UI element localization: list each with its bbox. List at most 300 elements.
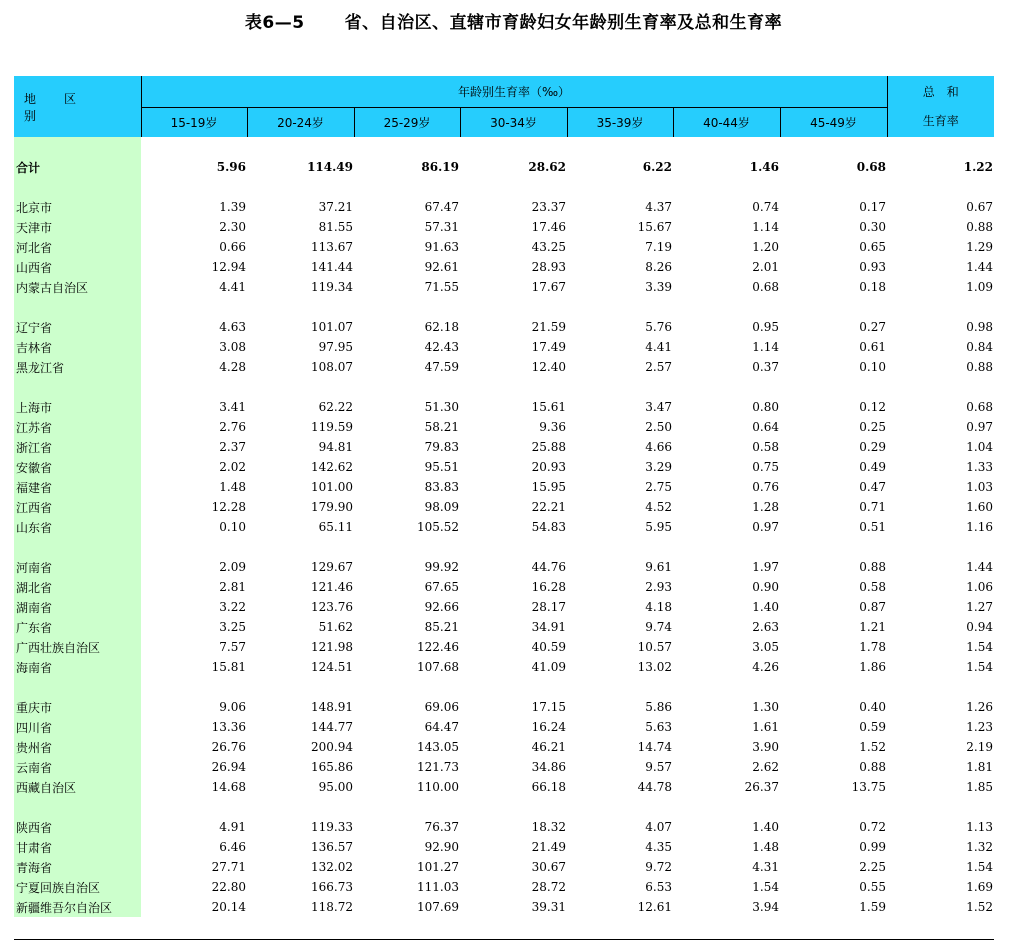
- age-rate-cell: 111.03: [417, 880, 459, 894]
- age-rate-cell: 12.61: [637, 900, 672, 914]
- tfr-cell: 0.84: [966, 340, 994, 354]
- spacer-cell: [887, 797, 994, 817]
- age-rate-cell: 0.37: [752, 360, 779, 374]
- age-rate-cell: 0.27: [859, 320, 887, 334]
- spacer-cell: [567, 677, 673, 697]
- spacer-cell: [567, 537, 673, 557]
- region-name: 广东省: [14, 617, 141, 637]
- spacer-cell: [460, 537, 567, 557]
- age-rate-cell: 3.05: [752, 640, 779, 654]
- age-rate-cell: 4.31: [752, 860, 779, 874]
- age-rate-cell: 0.17: [859, 200, 887, 214]
- age-rate-cell: 144.77: [311, 720, 353, 734]
- age-rate-cell: 6.46: [219, 840, 246, 854]
- table-row: [14, 697, 994, 717]
- tfr-cell: 1.04: [966, 440, 994, 454]
- age-rate-cell: 119.34: [311, 280, 353, 294]
- age-rate-cell: 124.51: [311, 660, 353, 674]
- age-rate-cell: 39.31: [531, 900, 566, 914]
- header-age-5: 40-44岁: [673, 108, 780, 138]
- age-rate-cell: 4.28: [219, 360, 246, 374]
- header-age-specific-rate: 年龄别生育率（‰）: [141, 76, 887, 108]
- age-rate-cell: 113.67: [311, 240, 353, 254]
- region-name: 北京市: [14, 197, 141, 217]
- age-rate-cell: 0.76: [752, 480, 779, 494]
- age-rate-cell: 0.88: [859, 560, 887, 574]
- age-rate-cell: 0.68: [856, 160, 887, 174]
- region-name: 海南省: [14, 657, 141, 677]
- spacer-cell: [14, 177, 141, 197]
- age-rate-cell: 71.55: [424, 280, 459, 294]
- spacer-cell: [673, 677, 780, 697]
- age-rate-cell: 12.40: [531, 360, 566, 374]
- table-row: [14, 497, 994, 517]
- age-rate-cell: 1.40: [752, 820, 779, 834]
- age-rate-cell: 44.78: [637, 780, 672, 794]
- age-rate-cell: 95.51: [424, 460, 459, 474]
- tfr-cell: 1.44: [966, 560, 994, 574]
- table-row: [14, 277, 994, 297]
- age-rate-cell: 2.57: [645, 360, 672, 374]
- spacer-cell: [567, 177, 673, 197]
- age-rate-cell: 0.72: [859, 820, 887, 834]
- age-rate-cell: 2.62: [752, 760, 779, 774]
- region-name: 河北省: [14, 237, 141, 257]
- age-rate-cell: 12.28: [211, 500, 246, 514]
- age-rate-cell: 42.43: [424, 340, 459, 354]
- age-rate-cell: 2.09: [219, 560, 246, 574]
- region-name: 重庆市: [14, 697, 141, 717]
- age-rate-cell: 2.37: [219, 440, 246, 454]
- tfr-cell: 1.22: [963, 160, 994, 174]
- region-name: 上海市: [14, 397, 141, 417]
- age-rate-cell: 0.64: [752, 420, 779, 434]
- spacer-cell: [780, 677, 887, 697]
- spacer-cell: [780, 177, 887, 197]
- header-age-4: 35-39岁: [567, 108, 673, 138]
- spacer-cell: [141, 177, 247, 197]
- age-rate-cell: 21.59: [531, 320, 566, 334]
- tfr-cell: 1.03: [966, 480, 994, 494]
- age-rate-cell: 0.80: [752, 400, 779, 414]
- age-rate-cell: 9.06: [219, 700, 246, 714]
- age-rate-cell: 121.73: [417, 760, 459, 774]
- region-name: 安徽省: [14, 457, 141, 477]
- region-name: 甘肃省: [14, 837, 141, 857]
- region-name: 陕西省: [14, 817, 141, 837]
- age-rate-cell: 142.62: [311, 460, 353, 474]
- spacer-cell: [247, 377, 354, 397]
- age-rate-cell: 0.93: [859, 260, 887, 274]
- spacer-cell: [14, 797, 141, 817]
- age-rate-cell: 3.08: [219, 340, 246, 354]
- spacer-cell: [247, 537, 354, 557]
- region-name: 湖南省: [14, 597, 141, 617]
- age-rate-cell: 15.61: [531, 400, 566, 414]
- spacer-cell: [780, 537, 887, 557]
- tfr-cell: 0.68: [966, 400, 994, 414]
- age-rate-cell: 15.67: [637, 220, 672, 234]
- age-rate-cell: 99.92: [424, 560, 459, 574]
- tfr-cell: 1.16: [966, 520, 994, 534]
- age-rate-cell: 13.02: [637, 660, 672, 674]
- region-name: 合计: [14, 157, 141, 177]
- spacer-cell: [141, 797, 247, 817]
- age-rate-cell: 101.00: [311, 480, 353, 494]
- tfr-cell: 1.69: [966, 880, 994, 894]
- age-rate-cell: 3.47: [645, 400, 672, 414]
- table-row: [14, 357, 994, 377]
- age-rate-cell: 9.74: [645, 620, 672, 634]
- age-rate-cell: 0.58: [859, 580, 887, 594]
- spacer-cell: [14, 137, 141, 157]
- age-rate-cell: 0.65: [859, 240, 887, 254]
- region-name: 辽宁省: [14, 317, 141, 337]
- spacer-row: [14, 677, 994, 697]
- age-rate-cell: 97.95: [318, 340, 353, 354]
- tfr-cell: 0.67: [966, 200, 994, 214]
- table-row: [14, 837, 994, 857]
- age-rate-cell: 18.32: [531, 820, 566, 834]
- age-rate-cell: 16.24: [531, 720, 566, 734]
- table-row: [14, 397, 994, 417]
- spacer-cell: [354, 377, 460, 397]
- spacer-cell: [673, 177, 780, 197]
- age-rate-cell: 20.14: [211, 900, 246, 914]
- spacer-cell: [887, 537, 994, 557]
- age-rate-cell: 2.01: [752, 260, 779, 274]
- tfr-cell: 1.54: [966, 640, 994, 654]
- age-rate-cell: 2.76: [219, 420, 246, 434]
- age-rate-cell: 51.30: [424, 400, 459, 414]
- age-rate-cell: 121.46: [311, 580, 353, 594]
- header-age-3: 30-34岁: [460, 108, 567, 138]
- age-rate-cell: 1.86: [859, 660, 887, 674]
- age-rate-cell: 92.66: [424, 600, 459, 614]
- table-row: [14, 257, 994, 277]
- spacer-cell: [14, 297, 141, 317]
- age-rate-cell: 0.10: [859, 360, 887, 374]
- spacer-cell: [567, 797, 673, 817]
- age-rate-cell: 26.94: [211, 760, 246, 774]
- age-rate-cell: 0.66: [219, 240, 246, 254]
- age-rate-cell: 107.68: [417, 660, 459, 674]
- age-rate-cell: 2.02: [219, 460, 246, 474]
- tfr-cell: 1.52: [966, 900, 994, 914]
- tfr-cell: 1.54: [966, 860, 994, 874]
- table-row: [14, 217, 994, 237]
- age-rate-cell: 58.21: [424, 420, 459, 434]
- age-rate-cell: 1.21: [859, 620, 887, 634]
- age-rate-cell: 98.09: [424, 500, 459, 514]
- age-rate-cell: 129.67: [311, 560, 353, 574]
- spacer-cell: [460, 177, 567, 197]
- age-rate-cell: 62.22: [318, 400, 353, 414]
- spacer-cell: [354, 297, 460, 317]
- age-rate-cell: 44.76: [531, 560, 566, 574]
- age-rate-cell: 1.20: [752, 240, 779, 254]
- age-rate-cell: 95.00: [318, 780, 353, 794]
- age-rate-cell: 1.97: [752, 560, 779, 574]
- age-rate-cell: 9.61: [645, 560, 672, 574]
- age-rate-cell: 3.39: [645, 280, 672, 294]
- age-rate-cell: 1.46: [749, 160, 779, 174]
- tfr-cell: 0.94: [966, 620, 994, 634]
- age-rate-cell: 108.07: [311, 360, 353, 374]
- age-rate-cell: 54.83: [531, 520, 566, 534]
- header-tfr-line2: 生育率: [922, 113, 959, 128]
- spacer-cell: [887, 177, 994, 197]
- region-name: 山东省: [14, 517, 141, 537]
- tfr-cell: 1.44: [966, 260, 994, 274]
- spacer-cell: [247, 797, 354, 817]
- age-rate-cell: 41.09: [531, 660, 566, 674]
- spacer-row: [14, 137, 994, 157]
- spacer-cell: [460, 377, 567, 397]
- table-row: [14, 637, 994, 657]
- spacer-cell: [247, 677, 354, 697]
- age-rate-cell: 3.41: [219, 400, 246, 414]
- spacer-cell: [141, 677, 247, 697]
- age-rate-cell: 0.75: [752, 460, 779, 474]
- table-row: [14, 237, 994, 257]
- age-rate-cell: 143.05: [417, 740, 459, 754]
- age-rate-cell: 110.00: [417, 780, 459, 794]
- tfr-cell: 1.26: [966, 700, 994, 714]
- age-rate-cell: 4.35: [645, 840, 672, 854]
- age-rate-cell: 119.59: [311, 420, 353, 434]
- table-row: [14, 757, 994, 777]
- spacer-cell: [247, 297, 354, 317]
- tfr-cell: 1.32: [966, 840, 994, 854]
- age-rate-cell: 83.83: [424, 480, 459, 494]
- age-rate-cell: 101.27: [417, 860, 459, 874]
- age-rate-cell: 20.93: [531, 460, 566, 474]
- spacer-cell: [141, 137, 247, 157]
- spacer-cell: [567, 137, 673, 157]
- age-rate-cell: 12.94: [211, 260, 246, 274]
- spacer-cell: [354, 797, 460, 817]
- age-rate-cell: 7.57: [219, 640, 246, 654]
- age-rate-cell: 136.57: [311, 840, 353, 854]
- age-rate-cell: 1.48: [752, 840, 779, 854]
- age-rate-cell: 79.83: [424, 440, 459, 454]
- age-rate-cell: 92.61: [424, 260, 459, 274]
- table-row: [14, 517, 994, 537]
- age-rate-cell: 9.36: [539, 420, 566, 434]
- region-name: 西藏自治区: [14, 777, 141, 797]
- age-rate-cell: 2.63: [752, 620, 779, 634]
- tfr-cell: 0.88: [966, 360, 994, 374]
- spacer-cell: [780, 797, 887, 817]
- region-name: 云南省: [14, 757, 141, 777]
- spacer-cell: [780, 377, 887, 397]
- tfr-cell: 1.54: [966, 660, 994, 674]
- age-rate-cell: 148.91: [311, 700, 353, 714]
- age-rate-cell: 0.68: [752, 280, 779, 294]
- age-rate-cell: 165.86: [311, 760, 353, 774]
- age-rate-cell: 14.74: [637, 740, 672, 754]
- age-rate-cell: 4.37: [645, 200, 672, 214]
- age-rate-cell: 3.90: [752, 740, 779, 754]
- spacer-cell: [887, 137, 994, 157]
- header-tfr-line1: 总 和: [922, 84, 959, 99]
- spacer-cell: [354, 677, 460, 697]
- age-rate-cell: 0.47: [859, 480, 887, 494]
- spacer-cell: [460, 797, 567, 817]
- region-name: 贵州省: [14, 737, 141, 757]
- age-rate-cell: 6.53: [645, 880, 672, 894]
- age-rate-cell: 67.47: [424, 200, 459, 214]
- age-rate-cell: 0.87: [859, 600, 887, 614]
- spacer-row: [14, 377, 994, 397]
- age-rate-cell: 1.28: [752, 500, 779, 514]
- age-rate-cell: 121.98: [311, 640, 353, 654]
- age-rate-cell: 4.66: [645, 440, 672, 454]
- age-rate-cell: 10.57: [637, 640, 672, 654]
- age-rate-cell: 3.94: [752, 900, 779, 914]
- tfr-cell: 1.27: [966, 600, 994, 614]
- tfr-cell: 1.29: [966, 240, 994, 254]
- age-rate-cell: 123.76: [311, 600, 353, 614]
- age-rate-cell: 2.30: [219, 220, 246, 234]
- age-rate-cell: 1.59: [859, 900, 887, 914]
- spacer-cell: [141, 377, 247, 397]
- age-rate-cell: 179.90: [311, 500, 353, 514]
- age-rate-cell: 1.52: [859, 740, 887, 754]
- age-rate-cell: 1.78: [859, 640, 887, 654]
- age-rate-cell: 3.29: [645, 460, 672, 474]
- table-row: [14, 857, 994, 877]
- age-rate-cell: 64.47: [424, 720, 459, 734]
- age-rate-cell: 17.46: [531, 220, 566, 234]
- table-row: [14, 457, 994, 477]
- tfr-cell: 0.97: [966, 420, 994, 434]
- age-rate-cell: 43.25: [531, 240, 566, 254]
- age-rate-cell: 4.63: [219, 320, 246, 334]
- header-age-1: 20-24岁: [247, 108, 354, 138]
- spacer-cell: [673, 137, 780, 157]
- age-rate-cell: 3.25: [219, 620, 246, 634]
- spacer-row: [14, 537, 994, 557]
- spacer-cell: [354, 537, 460, 557]
- age-rate-cell: 91.63: [424, 240, 459, 254]
- age-rate-cell: 17.49: [531, 340, 566, 354]
- table-title: [0, 8, 1027, 33]
- spacer-cell: [460, 677, 567, 697]
- age-rate-cell: 4.41: [645, 340, 672, 354]
- table-row: [14, 417, 994, 437]
- spacer-cell: [887, 677, 994, 697]
- age-rate-cell: 9.57: [645, 760, 672, 774]
- age-rate-cell: 62.18: [424, 320, 459, 334]
- region-name: 湖北省: [14, 577, 141, 597]
- age-rate-cell: 6.22: [642, 160, 672, 174]
- spacer-cell: [673, 797, 780, 817]
- tfr-cell: 1.06: [966, 580, 994, 594]
- age-rate-cell: 37.21: [318, 200, 353, 214]
- age-rate-cell: 30.67: [531, 860, 566, 874]
- tfr-cell: 1.81: [966, 760, 994, 774]
- age-rate-cell: 5.96: [216, 160, 246, 174]
- tfr-cell: 1.85: [966, 780, 994, 794]
- spacer-cell: [14, 377, 141, 397]
- region-name: 四川省: [14, 717, 141, 737]
- age-rate-cell: 0.49: [859, 460, 887, 474]
- spacer-cell: [567, 297, 673, 317]
- age-rate-cell: 25.88: [531, 440, 566, 454]
- age-rate-cell: 47.59: [424, 360, 459, 374]
- spacer-cell: [567, 377, 673, 397]
- age-rate-cell: 3.22: [219, 600, 246, 614]
- region-name: 山西省: [14, 257, 141, 277]
- age-rate-cell: 0.59: [859, 720, 887, 734]
- age-rate-cell: 66.18: [531, 780, 566, 794]
- tfr-cell: 1.09: [966, 280, 994, 294]
- spacer-cell: [673, 377, 780, 397]
- age-rate-cell: 0.95: [752, 320, 779, 334]
- table-caption: 省、自治区、直辖市育龄妇女年龄别生育率及总和生育率: [344, 13, 783, 33]
- age-rate-cell: 1.61: [752, 720, 779, 734]
- age-rate-cell: 5.76: [645, 320, 672, 334]
- age-rate-cell: 67.65: [424, 580, 459, 594]
- tfr-cell: 1.23: [966, 720, 994, 734]
- region-name: 天津市: [14, 217, 141, 237]
- age-rate-cell: 94.81: [318, 440, 353, 454]
- age-rate-cell: 8.26: [645, 260, 672, 274]
- header-age-0: 15-19岁: [141, 108, 247, 138]
- spacer-cell: [673, 537, 780, 557]
- spacer-row: [14, 797, 994, 817]
- age-rate-cell: 0.90: [752, 580, 779, 594]
- age-rate-cell: 15.95: [531, 480, 566, 494]
- age-rate-cell: 16.28: [531, 580, 566, 594]
- age-rate-cell: 69.06: [424, 700, 459, 714]
- table-row: [14, 197, 994, 217]
- age-rate-cell: 34.91: [531, 620, 566, 634]
- spacer-cell: [247, 137, 354, 157]
- age-rate-cell: 0.10: [219, 520, 246, 534]
- age-rate-cell: 114.49: [307, 160, 353, 174]
- region-name: 江西省: [14, 497, 141, 517]
- header-region: [14, 76, 141, 137]
- age-rate-cell: 2.25: [859, 860, 887, 874]
- tfr-cell: 2.19: [966, 740, 994, 754]
- table-number: 表6—5: [244, 13, 305, 33]
- age-rate-cell: 1.14: [752, 340, 779, 354]
- spacer-cell: [780, 137, 887, 157]
- spacer-cell: [460, 137, 567, 157]
- age-rate-cell: 132.02: [311, 860, 353, 874]
- age-rate-cell: 92.90: [424, 840, 459, 854]
- age-rate-cell: 7.19: [645, 240, 672, 254]
- age-rate-cell: 9.72: [645, 860, 672, 874]
- age-rate-cell: 26.76: [211, 740, 246, 754]
- age-rate-cell: 2.75: [645, 480, 672, 494]
- table-row: [14, 817, 994, 837]
- age-rate-cell: 119.33: [311, 820, 353, 834]
- age-rate-cell: 13.36: [211, 720, 246, 734]
- age-rate-cell: 85.21: [424, 620, 459, 634]
- age-rate-cell: 0.61: [859, 340, 887, 354]
- region-name: 河南省: [14, 557, 141, 577]
- age-rate-cell: 22.21: [531, 500, 566, 514]
- age-rate-cell: 65.11: [318, 520, 353, 534]
- age-rate-cell: 0.71: [859, 500, 887, 514]
- table-row: [14, 437, 994, 457]
- age-rate-cell: 0.40: [859, 700, 887, 714]
- age-rate-cell: 107.69: [417, 900, 459, 914]
